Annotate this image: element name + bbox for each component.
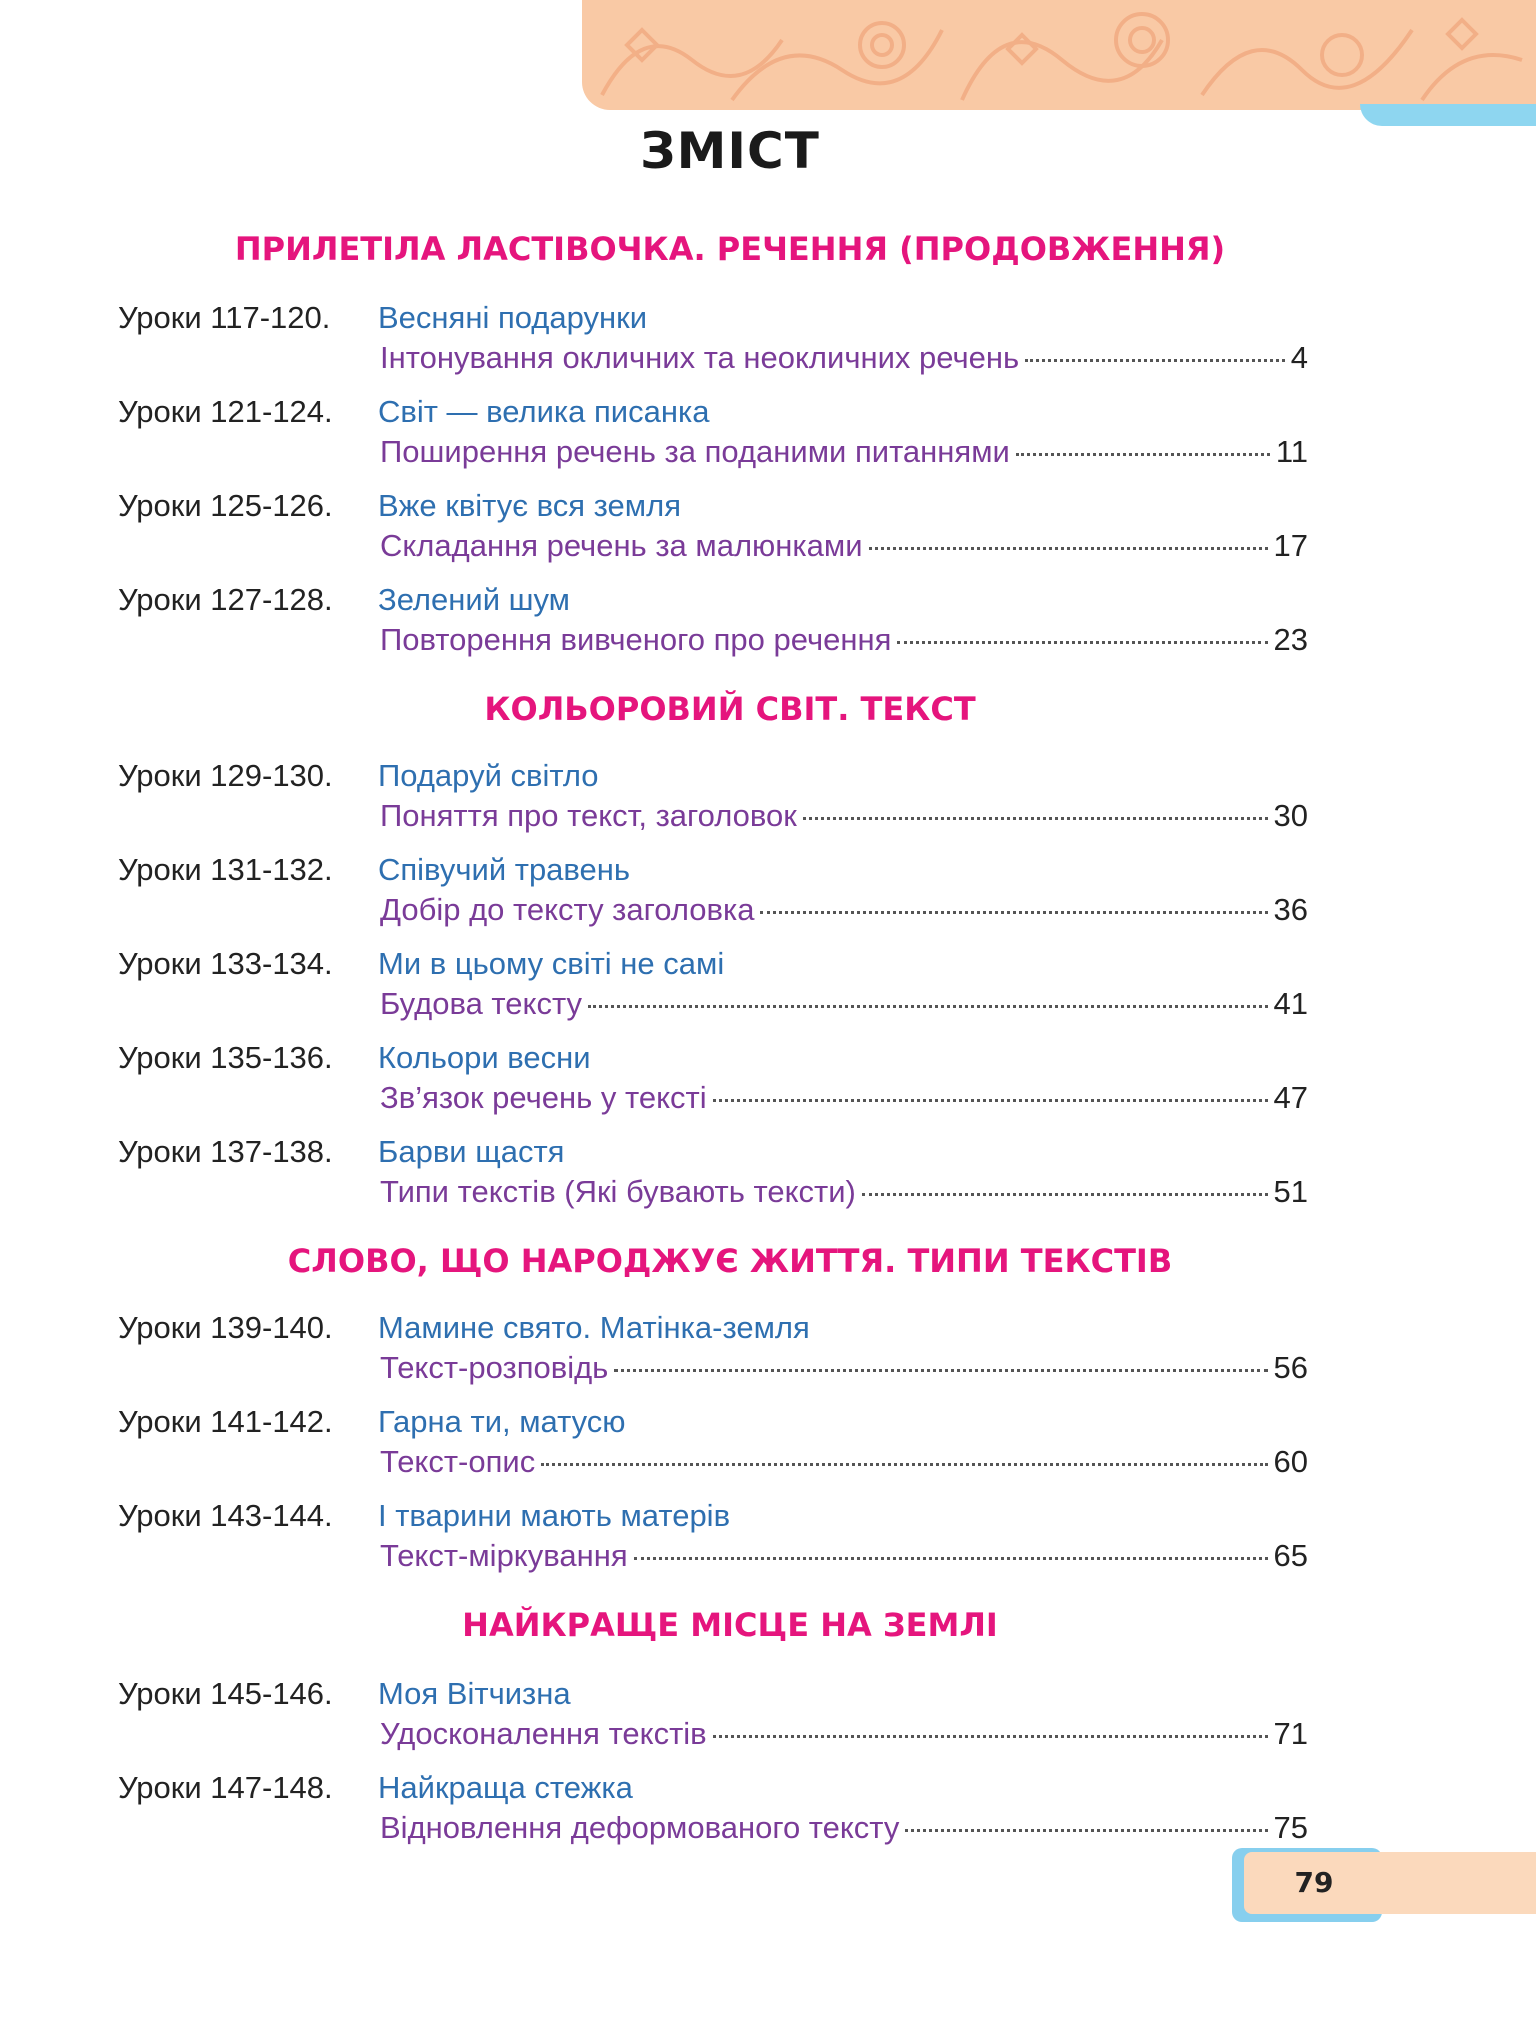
ornament-banner (582, 0, 1536, 110)
section-title: КОЛЬОРОВИЙ СВІТ. ТЕКСТ (484, 690, 976, 728)
dot-leader (614, 1369, 1267, 1372)
dot-leader (869, 547, 1268, 550)
lesson-subtitle: Типи текстів (Які бувають тексти) (380, 1174, 856, 1209)
lesson-subtitle: Добір до тексту заголовка (380, 892, 755, 927)
dot-leader (588, 1005, 1268, 1008)
lesson-number: Уроки 141-142. (118, 1404, 333, 1439)
section-title: НАЙКРАЩЕ МІСЦЕ НА ЗЕМЛІ (462, 1606, 998, 1644)
lesson-subtitle: Відновлення деформованого тексту (380, 1810, 900, 1845)
lesson-number: Уроки 131-132. (118, 852, 333, 887)
lesson-subtitle: Удосконалення текстів (380, 1716, 707, 1751)
lesson-number: Уроки 137-138. (118, 1134, 333, 1169)
lesson-number: Уроки 135-136. (118, 1040, 333, 1075)
lesson-title: Ми в цьому світі не самі (378, 946, 725, 981)
lesson-subtitle: Поширення речень за поданими питаннями (380, 434, 1010, 469)
lesson-number: Уроки 121-124. (118, 394, 333, 429)
lesson-subtitle-row (380, 1174, 1308, 1210)
lesson-page-number: 60 (1273, 1444, 1308, 1479)
dot-leader (905, 1829, 1267, 1832)
lesson-number: Уроки 129-130. (118, 758, 333, 793)
lesson-page-number: 36 (1273, 892, 1308, 927)
lesson-subtitle-row (380, 528, 1308, 564)
lesson-number: Уроки 143-144. (118, 1498, 333, 1533)
lesson-title: І тварини мають матерів (378, 1498, 731, 1533)
lesson-subtitle-row (380, 622, 1308, 658)
lesson-subtitle-row (380, 892, 1308, 928)
page-number: 79 (1294, 1866, 1334, 1899)
lesson-number: Уроки 139-140. (118, 1310, 333, 1345)
lesson-subtitle: Текст-міркування (380, 1538, 628, 1573)
toc-entry[interactable] (118, 852, 1308, 932)
lesson-subtitle: Складання речень за малюнками (380, 528, 863, 563)
lesson-page-number: 65 (1273, 1538, 1308, 1573)
lesson-title: Мамине свято. Матінка-земля (378, 1310, 810, 1345)
lesson-page-number: 47 (1273, 1080, 1308, 1115)
lesson-page-number: 71 (1273, 1716, 1308, 1751)
toc-entry[interactable] (118, 946, 1308, 1026)
lesson-subtitle-row (380, 1444, 1308, 1480)
lesson-subtitle: Поняття про текст, заголовок (380, 798, 797, 833)
lesson-subtitle: Повторення вивченого про речення (380, 622, 892, 657)
toc-entry[interactable] (118, 394, 1308, 474)
toc-entry[interactable] (118, 1134, 1308, 1214)
lesson-title: Гарна ти, матусю (378, 1404, 626, 1439)
dot-leader (1016, 453, 1270, 456)
lesson-title: Барви щастя (378, 1134, 565, 1169)
lesson-subtitle-row (380, 1716, 1308, 1752)
lesson-number: Уроки 127-128. (118, 582, 333, 617)
lesson-title: Співучий травень (378, 852, 631, 887)
lesson-subtitle: Зв’язок речень у тексті (380, 1080, 707, 1115)
lesson-page-number: 41 (1273, 986, 1308, 1021)
lesson-subtitle-row (380, 1810, 1308, 1846)
lesson-title: Моя Вітчизна (378, 1676, 571, 1711)
section-title: ПРИЛЕТІЛА ЛАСТІВОЧКА. РЕЧЕННЯ (ПРОДОВЖЕННЯ) (234, 230, 1226, 268)
lesson-number: Уроки 117-120. (118, 300, 331, 335)
lesson-subtitle-row (380, 798, 1308, 834)
lesson-title: Кольори весни (378, 1040, 591, 1075)
dot-leader (897, 641, 1267, 644)
page-title: ЗМІСТ (640, 122, 820, 180)
lesson-subtitle: Інтонування окличних та неокличних речень (380, 340, 1020, 375)
lesson-page-number: 56 (1273, 1350, 1308, 1385)
toc-entry[interactable] (118, 1498, 1308, 1578)
dot-leader (803, 817, 1268, 820)
lesson-subtitle: Текст-розповідь (380, 1350, 609, 1385)
dot-leader (541, 1463, 1267, 1466)
lesson-page-number: 11 (1275, 434, 1308, 469)
toc-entry[interactable] (118, 1310, 1308, 1390)
lesson-subtitle-row (380, 434, 1308, 470)
dot-leader (713, 1099, 1268, 1102)
dot-leader (1025, 359, 1285, 362)
lesson-page-number: 75 (1273, 1810, 1308, 1845)
ornament-pattern (582, 0, 1536, 110)
dot-leader (760, 911, 1267, 914)
toc-entry[interactable] (118, 488, 1308, 568)
lesson-title: Подаруй світло (378, 758, 599, 793)
section-title: СЛОВО, ЩО НАРОДЖУЄ ЖИТТЯ. ТИПИ ТЕКСТІВ (287, 1242, 1173, 1280)
lesson-title: Світ — велика писанка (378, 394, 710, 429)
lesson-page-number: 4 (1290, 340, 1308, 375)
dot-leader (634, 1557, 1268, 1560)
lesson-page-number: 51 (1273, 1174, 1308, 1209)
lesson-subtitle-row (380, 1350, 1308, 1386)
lesson-number: Уроки 133-134. (118, 946, 333, 981)
lesson-number: Уроки 147-148. (118, 1770, 333, 1805)
lesson-page-number: 23 (1273, 622, 1308, 657)
lesson-subtitle-row (380, 986, 1308, 1022)
dot-leader (713, 1735, 1268, 1738)
lesson-title: Весняні подарунки (378, 300, 648, 335)
toc-entry[interactable] (118, 758, 1308, 838)
lesson-title: Вже квітує вся земля (378, 488, 681, 523)
lesson-number: Уроки 145-146. (118, 1676, 333, 1711)
lesson-subtitle: Будова тексту (380, 986, 582, 1021)
lesson-subtitle: Текст-опис (380, 1444, 536, 1479)
toc-entry[interactable] (118, 1676, 1308, 1756)
lesson-page-number: 30 (1273, 798, 1308, 833)
toc-entry[interactable] (118, 1404, 1308, 1484)
lesson-number: Уроки 125-126. (118, 488, 333, 523)
toc-entry[interactable] (118, 1040, 1308, 1120)
toc-entry[interactable] (118, 1770, 1308, 1850)
lesson-subtitle-row (380, 1538, 1308, 1574)
lesson-subtitle-row (380, 340, 1308, 376)
toc-entry[interactable] (118, 582, 1308, 662)
lesson-page-number: 17 (1273, 528, 1308, 563)
lesson-title: Зелений шум (378, 582, 570, 617)
dot-leader (862, 1193, 1268, 1196)
lesson-title: Найкраща стежка (378, 1770, 633, 1805)
toc-entry[interactable] (118, 300, 1308, 380)
lesson-subtitle-row (380, 1080, 1308, 1116)
